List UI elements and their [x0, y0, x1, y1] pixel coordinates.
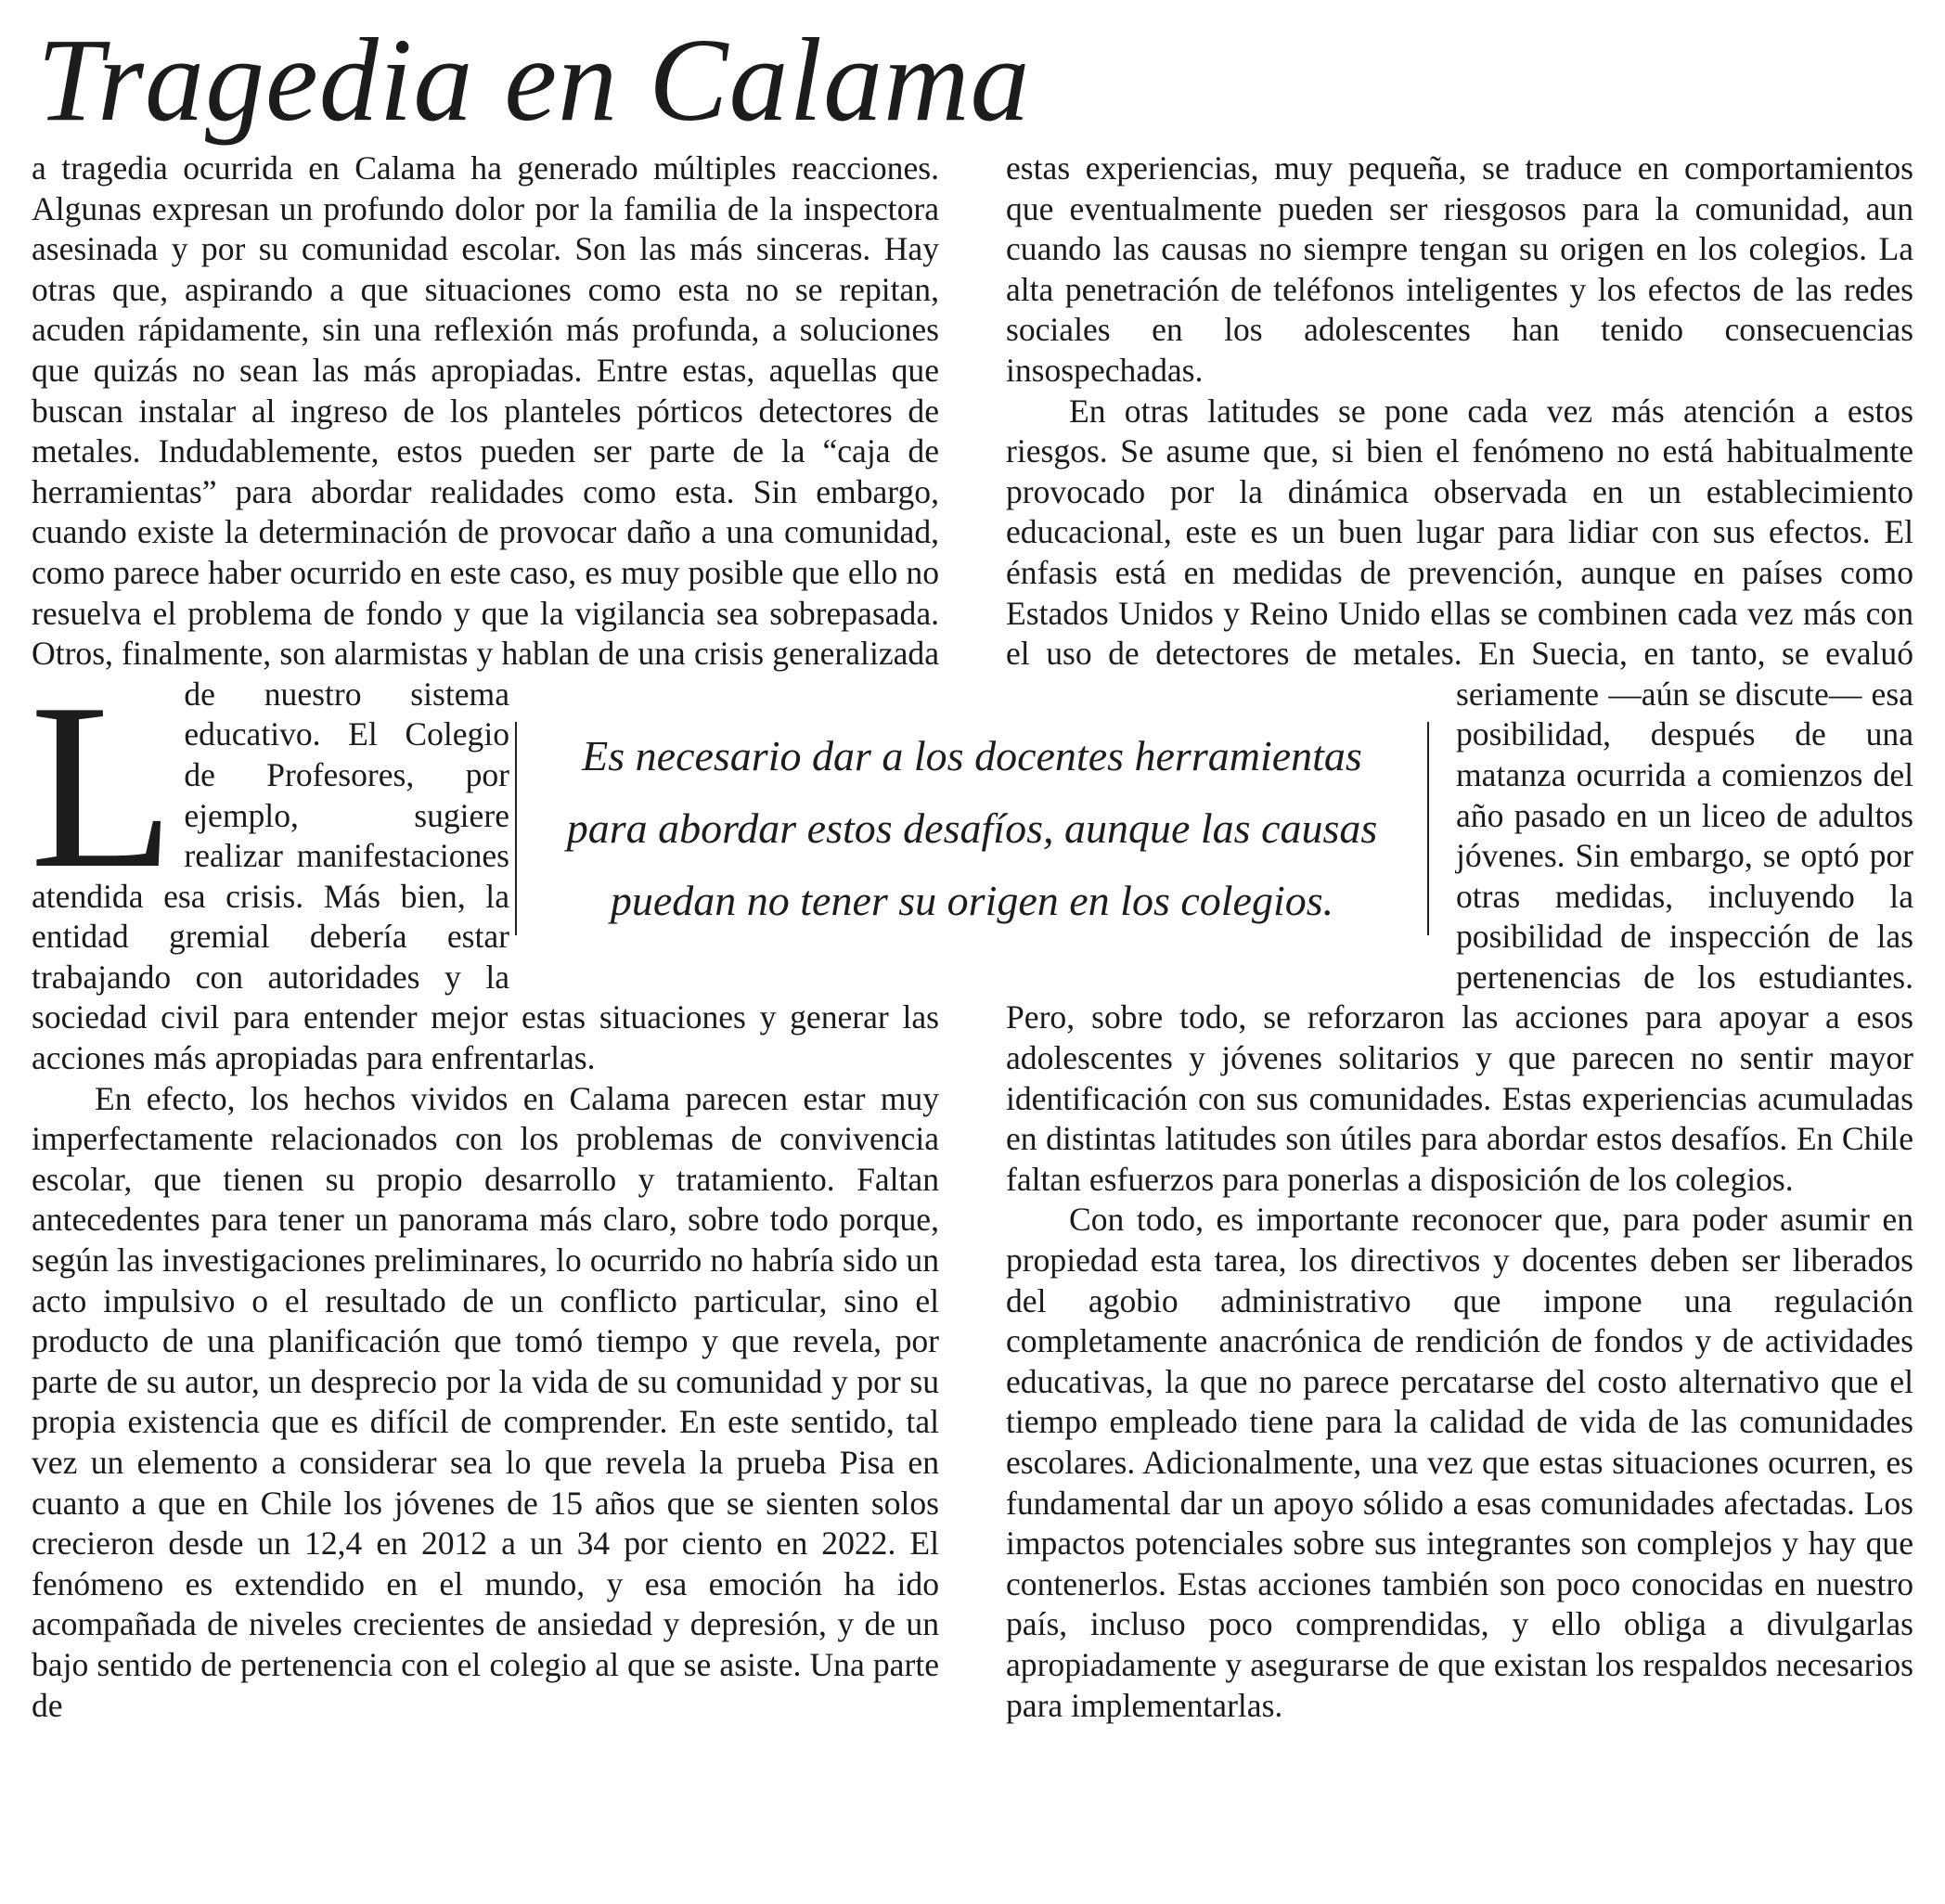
pull-quote-text: Es necesario dar a los docentes herramientas para abordar estos desafíos, aunque las causas puedan no tener su origen en los colegios. — [566, 732, 1378, 924]
paragraph-5: Con todo, es importante reconocer que, para poder asumir en propiedad esta tarea, los directivos y docentes deben ser liberados del agobio administrativo que impone una regulación completamente anacrónica de rendición de fondos y de actividades educativas, la que no parece percatarse del costo alternativo que el tiempo empleado tiene para la calidad de vida de las comunidades escolares. Adicionalmente, una vez que estas situaciones ocurren, es fundamental dar un apoyo sólido a esas comunidades afectadas. Los impactos potenciales sobre sus integrantes son complejos y hay que contenerlos. Estas acciones también son poco conocidas en nuestro país, incluso poco comprendidas, y ello obliga a divulgarlas apropiadamente y asegurarse de que existan los respaldos necesarios para implementarlas. — [1006, 1201, 1913, 1724]
paragraph-1-text: a tragedia ocurrida en Calama ha generado múltiples reacciones. Algunas expresan un profundo dolor por la familia de la inspectora asesinada y por su comunidad escolar. Son las más sinceras. Hay otras que, aspirando a que situaciones como esta no se repitan, acuden rápidamente, sin una reflexión más profunda, a soluciones que quizás no sean las más apropiadas. Entre estas, aquellas que buscan instalar al ingreso de los planteles pórticos detectores de metales. Indudablemente, estos pueden ser parte de la “caja de herramientas” para abordar realidades como esta. Sin embargo, cuando existe la determinación de provocar daño a una comunidad, como parece haber ocurrido en este caso, es muy posible que ello no resuelva el problema de fondo y que la vigilancia sea sobrepasada. Otros, finalmente, son alarmistas y hablan de una crisis generalizada de nuestro sistema educativo. El Colegio de Profesores, por ejemplo, sugiere realizar manifestaciones atendida esa crisis. Más bien, la entidad gremial debería estar trabajando con autoridades y la sociedad civil para entender mejor estas situaciones y generar las acciones más apropiadas para enfrentarlas. — [32, 149, 939, 1077]
right-column — [1006, 148, 1913, 1726]
paragraph-4: En otras latitudes se pone cada vez más atención a estos riesgos. Se asume que, si bien el fenómeno no está habitualmente provocado por la dinámica observada en un establecimiento educacional, este es un buen lugar para lidiar con sus efectos. El énfasis está en medidas de prevención, aunque en países como Estados Unidos y Reino Unido ellas se combinen cada vez más con el uso de detectores de metales. En Suecia, en tanto, se evaluó seriamente —aún se discute— esa posibilidad, después de una matanza ocurrida a comienzos del año pasado en un liceo de adultos jóvenes. Sin embargo, se optó por otras medidas, incluyendo la posibilidad de inspección de las pertenencias de los estudiantes. Pero, sobre todo, se reforzaron las acciones para apoyar a esos adolescentes y jóvenes solitarios y que parecen no sentir mayor identificación con sus comunidades. Estas experiencias acumuladas en distintas latitudes son útiles para abordar estos desafíos. En Chile faltan esfuerzos para ponerlas a disposición de los colegios. — [1006, 392, 1913, 1198]
paragraph-3: estas experiencias, muy pequeña, se traduce en comportamientos que eventualmente pueden ser riesgosos para la comunidad, aun cuando las causas no siempre tengan su origen en los colegios. La alta penetración de teléfonos inteligentes y los efectos de las redes sociales en los adolescentes han tenido consecuencias insospechadas. — [1006, 149, 1913, 389]
drop-cap: L — [30, 655, 175, 918]
left-column — [32, 148, 939, 1726]
paragraph-2: En efecto, los hechos vividos en Calama parecen estar muy imperfectamente relacionados con los problemas de convivencia escolar, que tienen su propio desarrollo y tratamiento. Faltan antecedentes para tener un panorama más claro, sobre todo porque, según las investigaciones preliminares, lo ocurrido no habría sido un acto impulsivo o el resultado de un conflicto particular, sino el producto de una planificación que tomó tiempo y que revela, por parte de su autor, un desprecio por la vida de su comunidad y por su propia existencia que es difícil de comprender. En este sentido, tal vez un elemento a considerar sea lo que revela la prueba Pisa en cuanto a que en Chile los jóvenes de 15 años que se sienten solos crecieron desde un 12,4 en 2012 a un 34 por ciento en 2022. El fenómeno es extendido en el mundo, y esa emoción ha ido acompañada de niveles crecientes de ansiedad y depresión, y de un bajo sentido de pertenencia con el colegio al que se asiste. Una parte de — [32, 1079, 939, 1724]
article-title: Tragedia en Calama — [37, 14, 1031, 146]
pull-quote — [515, 722, 1429, 935]
